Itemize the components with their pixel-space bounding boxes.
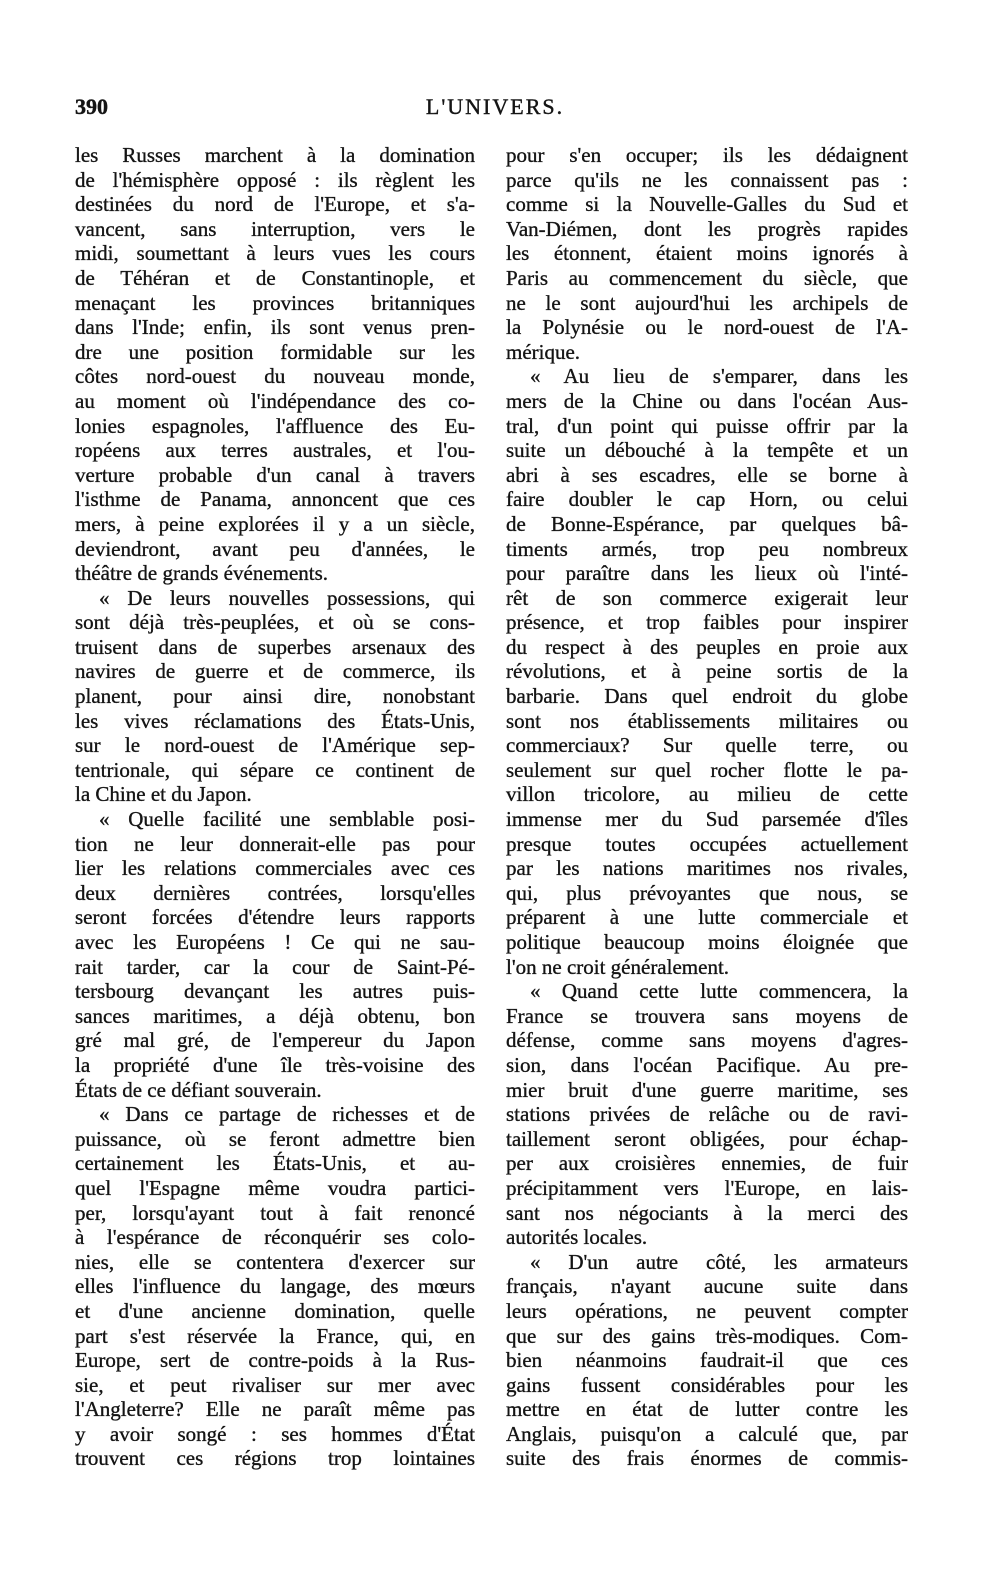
text-line: midi, soumettant à leurs vues les cours: [75, 241, 475, 266]
text-line: ne le sont aujourd'hui les archipels de: [506, 290, 908, 315]
text-line: du respect à des peuples en proie aux: [506, 634, 908, 659]
text-line: au moment où l'indépendance des co-: [75, 388, 475, 413]
text-column-right: [506, 143, 908, 1471]
text-line: Van-Diémen, dont les progrès rapides: [506, 216, 908, 241]
text-line: stations privées de relâche ou de ravi-: [506, 1102, 908, 1127]
text-line: verture probable d'un canal à travers: [75, 462, 475, 487]
text-line: la propriété d'une île très-voisine des: [75, 1052, 475, 1077]
text-line: sur le nord-ouest de l'Amérique sep-: [75, 733, 475, 758]
text-line: quel l'Espagne même voudra partici-: [75, 1175, 475, 1200]
text-line: part s'est réservée la France, qui, en: [75, 1323, 475, 1348]
text-line: navires de guerre et de commerce, ils: [75, 659, 475, 684]
text-line: défense, comme sans moyens d'agres-: [506, 1028, 908, 1053]
text-line: les Russes marchent à la domination: [75, 143, 475, 167]
text-line: qui, plus prévoyantes que nous, se: [506, 880, 908, 905]
text-line: tral, d'un point qui puisse offrir par la: [506, 413, 908, 438]
text-line: destinées du nord de l'Europe, et s'a-: [75, 192, 475, 217]
running-title: L'UNIVERS.: [425, 94, 565, 119]
text-line: préparent à une lutte commerciale et: [506, 905, 908, 930]
text-line: lonies espagnoles, l'affluence des Eu-: [75, 413, 475, 438]
text-line: rêt de son commerce exigerait leur: [506, 585, 908, 610]
text-line: seulement sur quel rocher flotte le pa-: [506, 757, 908, 782]
text-line: faire doubler le cap Horn, ou celui: [506, 487, 908, 512]
text-line: précipitamment vers l'Europe, en lais-: [506, 1175, 908, 1200]
text-line: mier bruit d'une guerre maritime, ses: [506, 1077, 908, 1102]
text-line: commerciaux? Sur quelle terre, ou: [506, 733, 908, 758]
text-line: planent, pour ainsi dire, nonobstant: [75, 684, 475, 709]
text-line: per aux croisières ennemies, de fuir: [506, 1151, 908, 1176]
text-line: deux dernières contrées, lorsqu'elles: [75, 880, 475, 905]
text-line: la Polynésie ou le nord-ouest de l'A-: [506, 315, 908, 340]
text-line: de Bonne-Espérance, par quelques bâ-: [506, 511, 908, 536]
text-line: per, lorsqu'ayant tout à fait renoncé: [75, 1200, 475, 1225]
paragraph: [75, 143, 475, 586]
text-line: et d'une ancienne domination, quelle: [75, 1298, 475, 1323]
text-line: les étonnent, étaient moins ignorés à: [506, 241, 908, 266]
text-line: côtes nord-ouest du nouveau monde,: [75, 364, 475, 389]
text-column-left: [75, 143, 475, 1471]
text-line: sances maritimes, a déjà obtenu, bon: [75, 1003, 475, 1028]
text-line: révolutions, et à peine sortis de la: [506, 659, 908, 684]
text-line: de Téhéran et de Constantinople, et: [75, 265, 475, 290]
text-line: certainement les États-Unis, et au-: [75, 1151, 475, 1176]
text-line: mers, à peine explorées il y a un siècle,: [75, 511, 475, 536]
text-line: l'on ne croit généralement.: [506, 954, 730, 979]
text-line: dans l'Inde; enfin, ils sont venus pren-: [75, 315, 475, 340]
text-line: suite des frais énormes de commis-: [506, 1446, 908, 1471]
text-line: « Quelle facilité une semblable posi-: [99, 807, 475, 832]
text-line: presque toutes occupées actuellement: [506, 831, 908, 856]
text-line: tersbourg devançant les autres puis-: [75, 979, 475, 1004]
text-line: abri à ses escadres, elle se borne à: [506, 462, 908, 487]
text-line: « De leurs nouvelles possessions, qui: [99, 585, 475, 610]
text-line: par les nations maritimes nos rivales,: [506, 856, 908, 881]
text-line: parce qu'ils ne les connaissent pas :: [506, 167, 908, 192]
text-line: l'isthme de Panama, annoncent que ces: [75, 487, 475, 512]
text-line: sie, et peut rivaliser sur mer avec: [75, 1372, 475, 1397]
text-line: immense mer du Sud parsemée d'îles: [506, 807, 908, 832]
text-line: seront forcées d'étendre leurs rapports: [75, 905, 475, 930]
text-line: Paris au commencement du siècle, que: [506, 265, 908, 290]
paragraph: [75, 807, 475, 1102]
text-line: deviendront, avant peu d'années, le: [75, 536, 475, 561]
text-line: mérique.: [506, 339, 581, 364]
text-line: que sur des gains très-modiques. Com-: [506, 1323, 908, 1348]
text-line: « Dans ce partage de richesses et de: [99, 1102, 475, 1127]
text-line: tentrionale, qui sépare ce continent de: [75, 757, 475, 782]
text-line: mers de la Chine ou dans l'océan Aus-: [506, 388, 908, 413]
text-line: États de ce défiant souverain.: [75, 1077, 322, 1102]
text-line: sion, dans l'océan Pacifique. Au pre-: [506, 1052, 908, 1077]
text-line: pour paraître dans les lieux où l'inté-: [506, 561, 908, 586]
text-line: « D'un autre côté, les armateurs: [530, 1249, 908, 1274]
text-line: Europe, sert de contre-poids à la Rus-: [75, 1348, 475, 1373]
paragraph: [506, 143, 908, 364]
text-line: à l'espérance de réconquérir ses colo-: [75, 1225, 475, 1250]
text-line: elles l'influence du langage, des mœurs: [75, 1274, 475, 1299]
text-line: gré mal gré, de l'empereur du Japon: [75, 1028, 475, 1053]
text-line: rait tarder, car la cour de Saint-Pé-: [75, 954, 475, 979]
text-line: gains fussent considérables pour les: [506, 1372, 908, 1397]
text-line: français, n'ayant aucune suite dans: [506, 1274, 908, 1299]
text-line: « Quand cette lutte commencera, la: [530, 979, 908, 1004]
text-line: de l'hémisphère opposé : ils règlent les: [75, 167, 475, 192]
text-line: barbarie. Dans quel endroit du globe: [506, 684, 908, 709]
text-line: la Chine et du Japon.: [75, 782, 252, 807]
text-line: avec les Européens ! Ce qui ne sau-: [75, 930, 475, 954]
text-line: menaçant les provinces britanniques: [75, 290, 475, 315]
paragraph: [75, 586, 475, 807]
text-line: lier les relations commerciales avec ces: [75, 856, 475, 881]
text-line: y avoir songé : ses hommes d'État: [75, 1421, 475, 1446]
text-line: comme si la Nouvelle-Galles du Sud et: [506, 192, 908, 217]
text-line: suite un débouché à la tempête et un: [506, 438, 908, 463]
text-line: tion ne leur donnerait-elle pas pour: [75, 831, 475, 856]
text-line: « Au lieu de s'emparer, dans les: [530, 364, 908, 389]
text-line: bien néanmoins faudrait-il que ces: [506, 1348, 908, 1373]
text-line: sont nos établissements militaires ou: [506, 708, 908, 733]
paragraph: [506, 979, 908, 1250]
text-line: sant nos négociants à la merci des: [506, 1200, 908, 1225]
text-line: politique beaucoup moins éloignée que: [506, 930, 908, 954]
text-line: nies, elle se contentera d'exercer sur: [75, 1249, 475, 1274]
text-line: ropéens aux terres australes, et l'ou-: [75, 438, 475, 463]
paragraph: [506, 1250, 908, 1471]
text-line: sont déjà très-peuplées, et où se cons-: [75, 610, 475, 635]
text-line: vancent, sans interruption, vers le: [75, 216, 475, 241]
text-line: autorités locales.: [506, 1225, 648, 1250]
text-line: villon tricolore, au milieu de cette: [506, 782, 908, 807]
text-line: théâtre de grands événements.: [75, 561, 329, 586]
text-line: l'Angleterre? Elle ne paraît même pas: [75, 1397, 475, 1422]
text-line: trouvent ces régions trop lointaines: [75, 1446, 475, 1471]
page-number: 390: [75, 94, 108, 119]
paragraph: [75, 1102, 475, 1471]
text-line: présence, et trop faibles pour inspirer: [506, 610, 908, 635]
text-line: dre une position formidable sur les: [75, 339, 475, 364]
text-line: leurs opérations, ne peuvent compter: [506, 1298, 908, 1323]
text-line: taillement seront obligées, pour échap-: [506, 1126, 908, 1151]
text-line: pour s'en occuper; ils les dédaignent: [506, 143, 908, 167]
text-line: Anglais, puisqu'on a calculé que, par: [506, 1421, 908, 1446]
text-line: les vives réclamations des États-Unis,: [75, 708, 475, 733]
text-line: mettre en état de lutter contre les: [506, 1397, 908, 1422]
text-line: France se trouvera sans moyens de: [506, 1003, 908, 1028]
text-line: timents armés, trop peu nombreux: [506, 536, 908, 561]
text-line: truisent dans de superbes arsenaux des: [75, 634, 475, 659]
text-line: puissance, où se feront admettre bien: [75, 1126, 475, 1151]
paragraph: [506, 364, 908, 979]
